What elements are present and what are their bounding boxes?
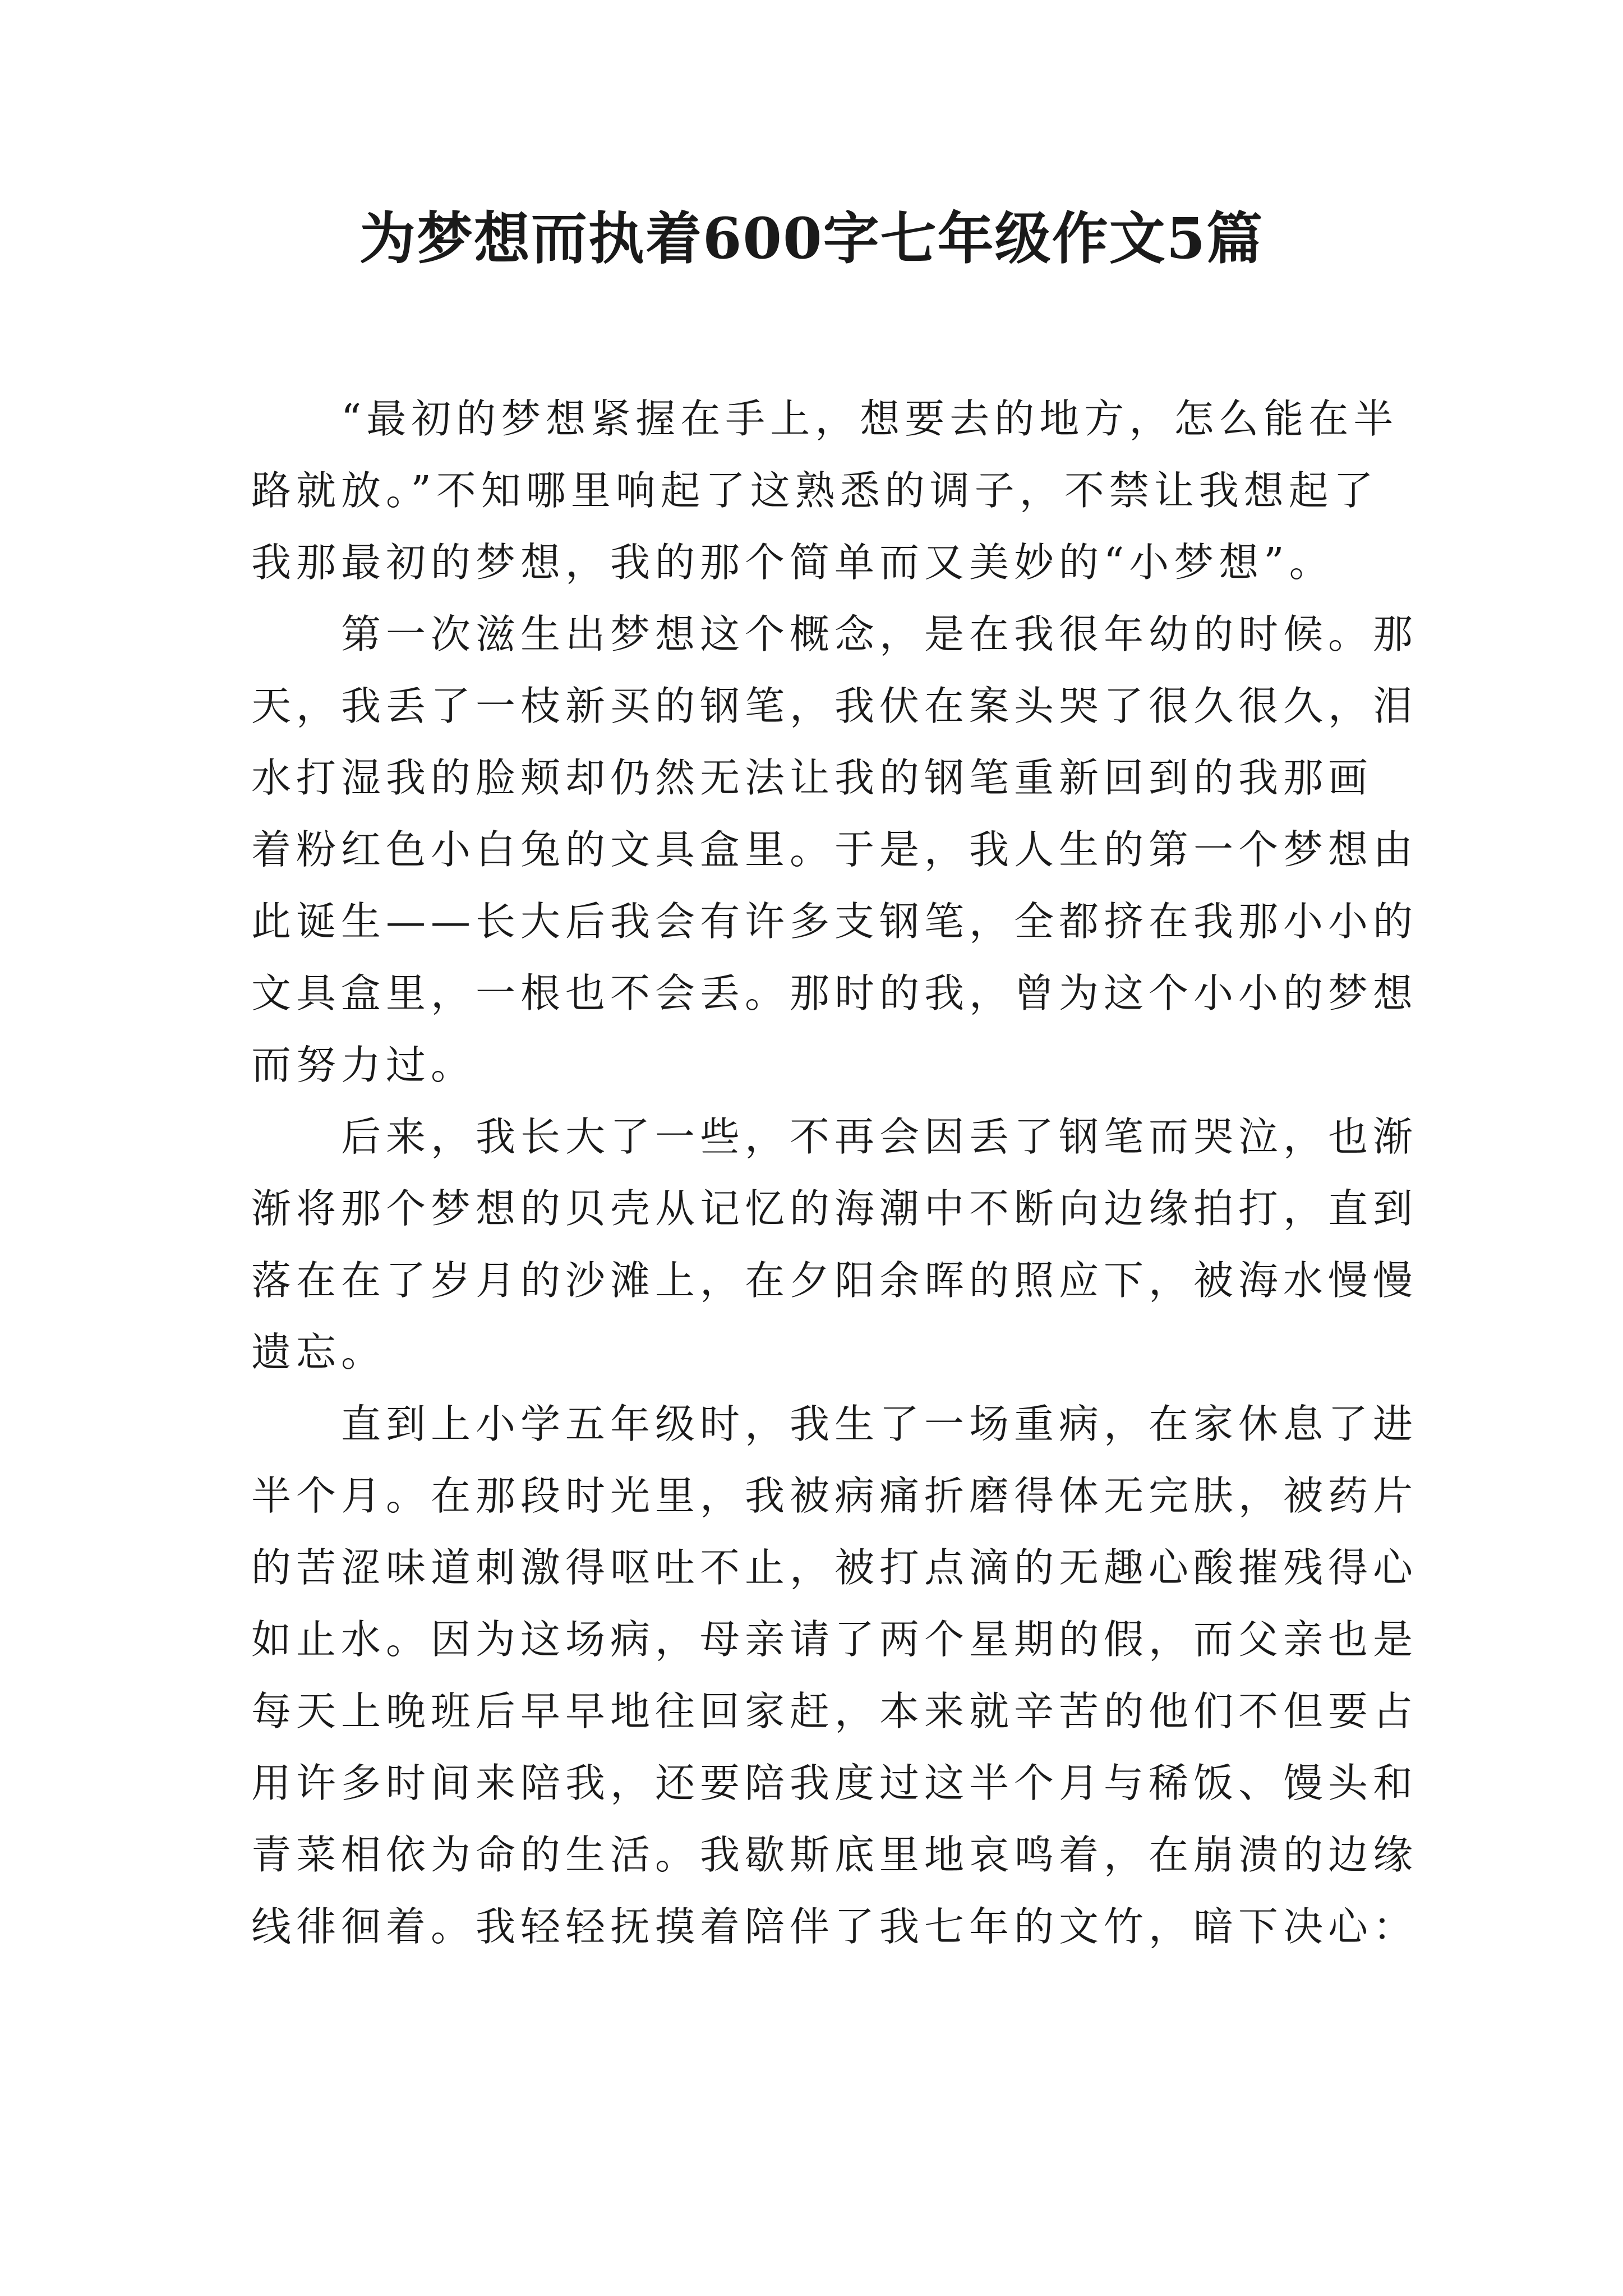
text-line: 落在在了岁月的沙滩上，在夕阳余晖的照应下，被海水慢慢 [251, 1257, 1418, 1304]
text-line: 用许多时间来陪我，还要陪我度过这半个月与稀饭、馒头和 [251, 1760, 1418, 1806]
text-line: 遗忘。 [251, 1329, 386, 1375]
text-line: 而努力过。 [251, 1042, 476, 1088]
text-line: 文具盒里，一根也不会丢。那时的我，曾为这个小小的梦想 [251, 970, 1418, 1016]
text-line: 半个月。在那段时光里，我被病痛折磨得体无完肤，被药片 [251, 1473, 1418, 1519]
text-line: 线徘徊着。我轻轻抚摸着陪伴了我七年的文竹，暗下决心： [251, 1903, 1418, 1950]
text-line: 路就放。”不知哪里响起了这熟悉的调子，不禁让我想起了 [251, 467, 1378, 514]
text-line: 着粉红色小白兔的文具盒里。于是，我人生的第一个梦想由 [251, 826, 1418, 873]
text-line: 水打湿我的脸颊却仍然无法让我的钢笔重新回到的我那画 [251, 754, 1373, 801]
text-line: 直到上小学五年级时，我生了一场重病，在家休息了进 [341, 1401, 1418, 1447]
text-line: 渐将那个梦想的贝壳从记忆的海潮中不断向边缘拍打，直到 [251, 1185, 1418, 1232]
text-line: 天，我丢了一枝新买的钢笔，我伏在案头哭了很久很久，泪 [251, 683, 1418, 729]
text-line: “最初的梦想紧握在手上，想要去的地方，怎么能在半 [341, 395, 1399, 442]
text-line: 第一次滋生出梦想这个概念，是在我很年幼的时候。那 [341, 611, 1418, 657]
text-line: 此诞生——长大后我会有许多支钢笔，全都挤在我那小小的 [251, 898, 1418, 945]
document-body [251, 383, 1418, 1963]
text-line: 我那最初的梦想，我的那个简单而又美妙的“小梦想”。 [251, 539, 1334, 586]
text-line: 后来，我长大了一些，不再会因丢了钢笔而哭泣，也渐 [341, 1114, 1418, 1160]
document-title: 为梦想而执着600字七年级作文5篇 [359, 205, 1264, 272]
text-line: 每天上晚班后早早地往回家赶，本来就辛苦的他们不但要占 [251, 1688, 1418, 1734]
text-line: 青菜相依为命的生活。我歇斯底里地哀鸣着，在崩溃的边缘 [251, 1832, 1418, 1878]
text-line: 如止水。因为这场病，母亲请了两个星期的假，而父亲也是 [251, 1616, 1418, 1663]
text-line: 的苦涩味道刺激得呕吐不止，被打点滴的无趣心酸摧残得心 [251, 1544, 1418, 1591]
